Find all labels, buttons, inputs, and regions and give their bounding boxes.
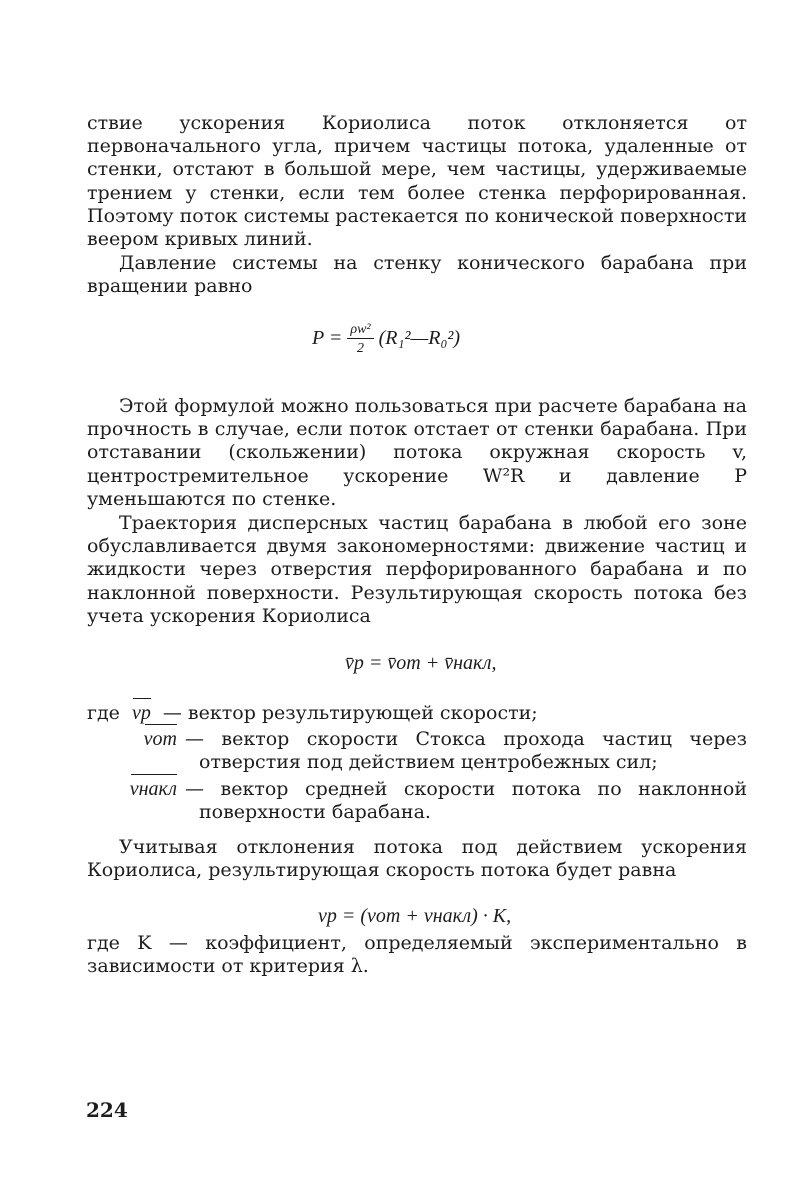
symbol-vnakl-wrap (87, 778, 177, 801)
paragraph-4-text: Траектория дисперсных частиц барабана в любой его зоне обуславливается двумя закономерностями: движение частиц и жидкости через отверстия перфорированного барабана и по наклонной поверхности. Результирующая скорость потока без учета ускорения Кориолиса (87, 512, 747, 627)
definition-vot-text: — вектор скорости Стокса прохода частиц через отверстия под действием центробежных сил; (185, 728, 747, 774)
definition-vp-text: — вектор результирующей скорости; (162, 702, 538, 724)
velocity-formula (345, 652, 496, 675)
definition-vnakl-text: — вектор средней скорости потока по наклонной поверхности барабана. (185, 777, 747, 823)
final-definition-text: где K — коэффициент, определяемый экспериментально в зависимости от критерия λ. (87, 932, 747, 978)
definitions-list (87, 702, 747, 824)
definition-vnakl (87, 778, 747, 824)
definition-prefix: где (87, 702, 120, 724)
final-definition (87, 932, 747, 978)
symbol-vot: vот (143, 728, 177, 751)
paragraph-1 (87, 112, 747, 251)
coriolis-formula-text: vр = (vот + vнакл) · K, (318, 905, 512, 927)
definition-vp (87, 702, 747, 725)
page-number: 224 (86, 1098, 128, 1122)
formula-fraction (347, 322, 373, 357)
definition-vot (87, 728, 747, 774)
formula-lhs: P = (312, 327, 343, 350)
fraction-numerator: ρw² (347, 322, 373, 339)
paragraph-1-text: ствие ускорения Кориолиса поток отклоняется от первоначального угла, причем частицы потока, удаленные от стенки, отстают в большой мере, чем частицы, удерживаемые трением у стенки, если тем более стенка перфорированная. Поэтому поток системы растекается по конической поверхности веером кривых линий. (87, 112, 747, 251)
paragraph-3-text: Этой формулой можно пользоваться при расчете барабана на прочность в случае, если поток отстает от стенки барабана. При отставании (скольжении) потока окружная скорость v, центростремительное ускорение W²R и давление P уменьшаются по стенке. (87, 395, 747, 510)
paragraph-3 (87, 395, 747, 511)
fraction-denominator: 2 (356, 341, 364, 356)
paragraph-5-text: Учитывая отклонения потока под действием ускорения Кориолиса, результирующая скорость потока будет равна (87, 836, 747, 882)
pressure-formula (312, 322, 460, 357)
paragraph-2-text: Давление системы на стенку конического барабана при вращении равно (87, 252, 747, 298)
paragraph-5 (87, 836, 747, 882)
velocity-formula-text: v̄p = v̄от + v̄накл, (345, 652, 497, 674)
paragraph-4 (87, 512, 747, 628)
formula-rhs: (R₁²—R₀²) (378, 327, 461, 350)
paragraph-2 (87, 252, 747, 298)
symbol-vp: vp (131, 702, 151, 724)
symbol-vot-wrap (87, 728, 177, 751)
coriolis-formula (318, 905, 511, 928)
symbol-vnakl: vнакл (129, 777, 177, 800)
